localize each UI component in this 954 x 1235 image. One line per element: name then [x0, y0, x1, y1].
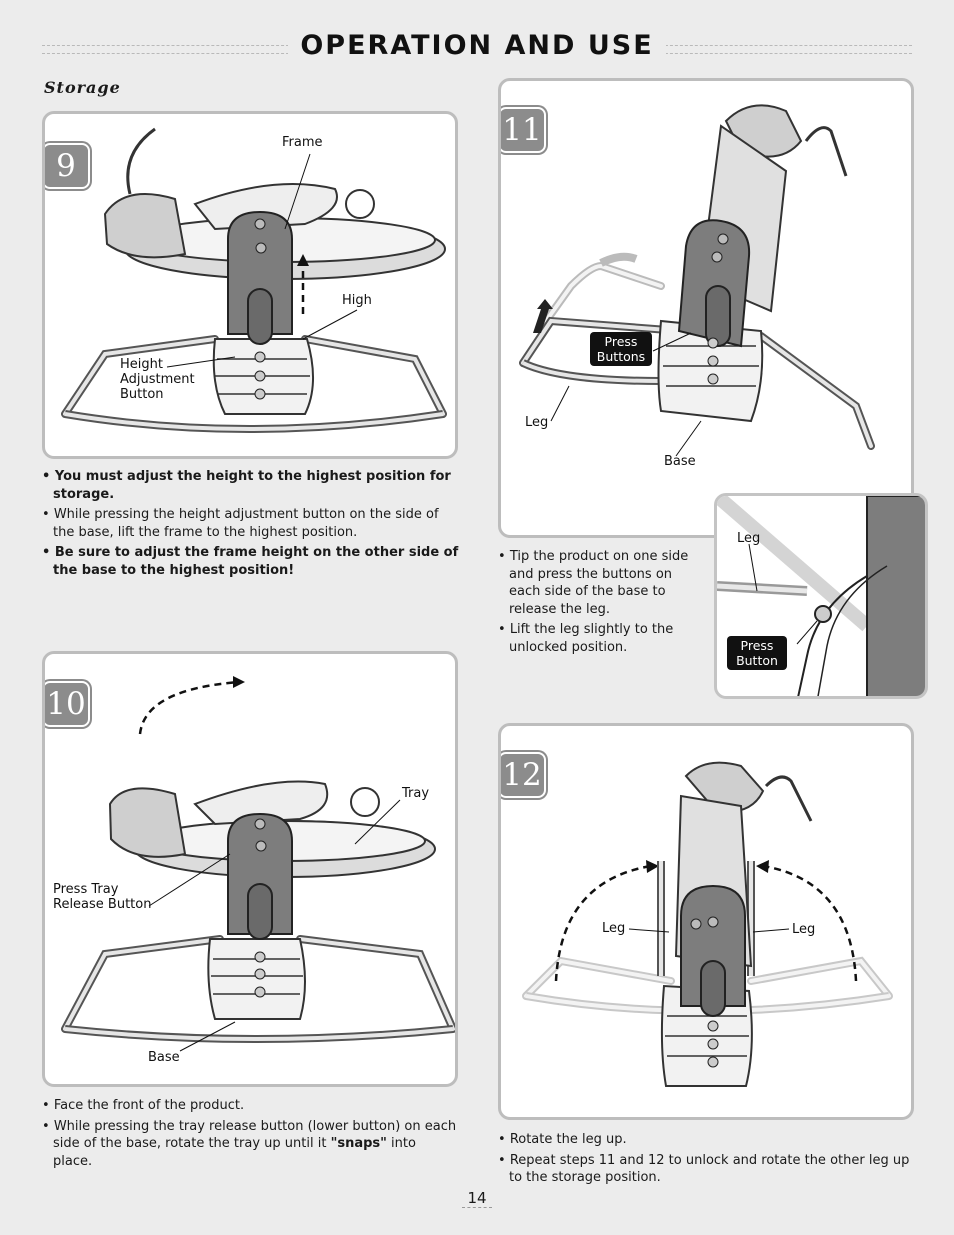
press-tray-release-button-label: Press Tray Release Button	[53, 882, 152, 912]
inset-leg-label: Leg	[737, 531, 761, 546]
step-12-panel	[498, 723, 914, 1120]
leg-label: Leg	[525, 415, 549, 430]
tray-label: Tray	[402, 786, 430, 801]
step-11-badge: 11	[498, 107, 546, 153]
step-9-bullet-1: • You must adjust the height to the highest position for storage.	[42, 469, 451, 502]
page-title: OPERATION AND USE	[0, 30, 954, 61]
page-number: 14	[462, 1189, 492, 1208]
high-label: High	[342, 293, 372, 308]
step-12-illustration	[501, 726, 914, 1120]
step-10-panel	[42, 651, 458, 1087]
step-11-illustration	[501, 81, 914, 538]
right-leg-label: Leg	[792, 922, 816, 937]
press-buttons-label: Press Buttons	[590, 332, 652, 366]
section-title: Storage	[44, 78, 121, 97]
step-10-illustration	[45, 654, 458, 1087]
step-9-instructions	[42, 468, 462, 582]
frame-label: Frame	[282, 135, 323, 150]
step-9-badge: 9	[42, 143, 90, 189]
step-10-bullet-1: • Face the front of the product.	[42, 1098, 245, 1113]
step-10-bullet-2: • While pressing the tray release button (lower button) on each side of the base, rotate the tray up until it "snaps" into place.	[42, 1118, 457, 1169]
base-label: Base	[664, 454, 696, 469]
press-button-label: Press Button	[727, 636, 787, 670]
step-11-bullet-2: • Lift the leg slightly to the unlocked position.	[498, 622, 674, 655]
step-10-badge: 10	[42, 681, 90, 727]
step-11-instructions	[498, 548, 698, 659]
base-label: Base	[148, 1050, 180, 1065]
step-12-bullet-1: • Rotate the leg up.	[498, 1132, 627, 1147]
step-12-bullet-2: • Repeat steps 11 and 12 to unlock and rotate the other leg up to the storage position.	[498, 1152, 910, 1185]
step-9-bullet-3: • Be sure to adjust the frame height on the other side of the base to the highest position!	[42, 545, 459, 578]
step-11-bullet-1: • Tip the product on one side and press the buttons on each side of the base to release the leg.	[498, 549, 689, 617]
step-12-instructions	[498, 1131, 918, 1190]
left-leg-label: Leg	[602, 921, 626, 936]
step-9-panel	[42, 111, 458, 459]
step-12-badge: 12	[498, 752, 546, 798]
step-9-illustration	[45, 114, 458, 459]
step-10-instructions	[42, 1097, 457, 1173]
step-9-bullet-2: • While pressing the height adjustment button on the side of the base, lift the frame to the highest position.	[42, 507, 439, 540]
step-11-panel	[498, 78, 914, 538]
height-adjustment-button-label: Height Adjustment Button	[120, 357, 195, 402]
step-11-inset-panel	[714, 493, 928, 699]
